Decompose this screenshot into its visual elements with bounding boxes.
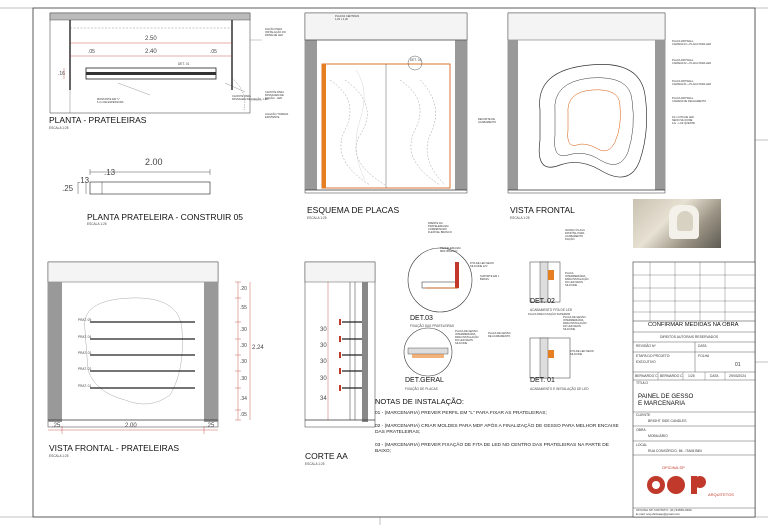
corte-dim-4: 30: [320, 376, 327, 382]
notes-title: NOTAS DE INSTALAÇÃO:: [375, 397, 464, 406]
tb-obra-label: OBRA: [636, 428, 646, 432]
planta-prateleira-dim-b: .25: [62, 184, 74, 193]
det03-note-3: FITA DE LED NEON SILICONE 12V: [470, 262, 494, 269]
det01-title: DET. 01: [530, 377, 555, 384]
tb-etapa-value: EXECUTIVO: [636, 360, 656, 364]
tb-revisao-label: REVISÃO Nº: [636, 344, 656, 348]
tb-titulo: PAINEL DE GESSO E MARCENARIA: [638, 393, 694, 407]
planta-note-3: MONTANTE EM "L" 6 cm DE ESPESSURA: [97, 98, 124, 105]
det02-note-3: PLACA DE GESSO INTERMEDIÁRIA PARA INSTALAÇÃO DO LED NEON SILICONE: [563, 316, 587, 332]
tb-brand-sub: ARQUITETOS: [708, 492, 734, 497]
planta-dim-right: .05: [210, 49, 217, 55]
det01-view: [530, 338, 570, 378]
esquema-scale: ESCALA 1:25: [307, 216, 327, 220]
vista-note-2: PLACA DRYWALL CAMADA 02 + PLACA PARA LED: [672, 59, 712, 66]
det02-note-1: AVANÇO PLACA FRONTAL PARA ACABAMENTO FIAÇÃO: [565, 229, 585, 242]
prat-label-03: PRAT. 03: [78, 351, 92, 355]
tb-row-2: BERNARDO C.: [660, 374, 684, 378]
prat-label-02: PRAT. 02: [78, 367, 92, 371]
planta-title: PLANTA - PRATELEIRAS: [49, 115, 147, 125]
vista-frontal-title: VISTA FRONTAL: [510, 205, 575, 215]
planta-dim-inner: 2.40: [145, 49, 157, 55]
planta-prateleiras-view: [50, 13, 262, 113]
det03-note-2: PRATELEIRA EM MDF BRANCO: [440, 247, 461, 254]
det03-title: DET.03: [410, 315, 433, 322]
vista-note-3: PLACA DRYWALL CAMADA 01 + PLACA PARA LED: [672, 80, 712, 87]
esquema-note-1: PLACAS CENTRAIS 1,20 x 2,30: [335, 15, 360, 22]
planta-prateleira-dim-c: .13: [78, 176, 90, 185]
tb-folha-label: FOLHA: [698, 354, 710, 358]
planta-det: DET. 01: [178, 62, 190, 66]
corte-aa-view: [305, 262, 375, 427]
tb-obra: MOBILIÁRIO: [648, 434, 668, 438]
vista-prat-scale: ESCALA 1:25: [49, 454, 69, 458]
tb-cliente: BRIGHT SIDE CANDLES: [648, 419, 687, 423]
det02-sub: ACABAMENTO FITA DE LED: [530, 308, 573, 312]
vista-frontal-view: [508, 13, 665, 193]
vista-frontal-prateleiras-view: [48, 262, 250, 434]
vista-prat-dim-v8: .05: [240, 412, 247, 418]
notes-item-1: 01 - (MARCENARIA) PREVER PERFIL EM "L" PARA FIXAR AS PRATELEIRAS;: [375, 411, 547, 416]
tb-row-4: DATA: [710, 374, 719, 378]
det01-note-1: PLACA PARA FIXAÇÃO SUPERIOR: [528, 313, 571, 316]
notes-item-3: 03 - (MARCENARIA) PREVER FIXAÇÃO DE FITA DE LED NO CENTRO DAS PRATELEIRAS NA PARTE DE BAIXO;: [375, 443, 609, 455]
vista-prat-dim-v1: .20: [240, 286, 247, 292]
vista-prat-dim-bl: .25: [52, 423, 61, 429]
tb-local-label: LOCAL: [636, 443, 648, 447]
planta-prateleira-title: PLANTA PRATELEIRA - CONSTRUIR 05: [87, 212, 244, 222]
prat-label-04: PRAT. 04: [78, 335, 92, 339]
tb-data-label: DATA: [698, 344, 707, 348]
tb-etapa-label: ETAPA DO PROJETO:: [636, 354, 671, 358]
tb-row-1: BERNARDO C.: [635, 374, 659, 378]
vista-note-4: PLACA DRYWALL CAMADA DE FECHAMENTO: [672, 97, 707, 104]
det03-note-4: SUPORTE EM L BRASS: [480, 275, 500, 282]
tb-local: RUA CONSÓRCIO, 86 - ITAIM BIBI: [648, 449, 702, 453]
planta-note-1: FIAÇÃO PARA INSTALAÇÃO DO DRIVE DE LED: [265, 28, 286, 38]
prat-label-05: PRAT. 05: [78, 318, 92, 322]
planta-prateleira-construir-view: [78, 169, 210, 194]
corte-dim-2: 30: [320, 343, 327, 349]
esquema-placas-view: [305, 13, 467, 193]
det02-view: [530, 262, 560, 302]
tb-row-5: 29/03/2024: [729, 374, 746, 378]
det02-note-2: PLACA INTERMEDIÁRIA PARA INSTALAÇÃO DO LED NEON SILICONE: [565, 272, 589, 288]
title-block: [633, 262, 755, 517]
corte-dim-5: 34: [320, 396, 327, 402]
esquema-note-2: RECORTE DE ACABAMENTO: [478, 118, 497, 125]
tb-cliente-label: CLIENTE: [636, 413, 651, 417]
tb-brand-top: OFICINA.SP: [662, 465, 685, 470]
tb-row-3: 1/25: [688, 374, 695, 378]
corte-dim-3: 30: [320, 359, 327, 365]
planta-dim-left: .05: [88, 49, 95, 55]
vista-prat-dim-v3: .30: [240, 327, 247, 333]
detgeral-note-2: PLACA DE GESSO DE ACABAMENTO: [488, 332, 511, 339]
tb-contact: OFICINA.SP CONTATO: (11) 93659-0390 E-mail: arq.oficinasp@gmail.com: [636, 508, 692, 516]
vista-prat-dim-v7: .34: [240, 396, 247, 402]
det02-title: DET. 02: [530, 298, 555, 305]
prat-label-01: PRAT. 01: [78, 384, 92, 388]
vista-prat-dim-total: 2.24: [252, 345, 264, 351]
corte-dim-1: 30: [320, 327, 327, 333]
planta-note-5: CAIXOTE PARA PASSAGEM DE FIAÇÃO - LED: [265, 91, 284, 101]
vista-prat-dim-v5: .30: [240, 359, 247, 365]
planta-note-2: CAIXOTE PARA PASSAGEM DE FIAÇÃO - LED: [232, 95, 269, 102]
planta-scale: ESCALA 1:25: [49, 126, 69, 130]
det01-note-2: FITA DE LED NEON SILICONE: [570, 350, 594, 357]
vista-prat-dim-v6: .30: [240, 376, 247, 382]
tb-titulo-label: TÍTULO: [636, 381, 649, 385]
vista-note-5: 16 m FITA DE LED NEON SILICONE 12v - LUZ QUENTE: [672, 116, 695, 126]
planta-prateleira-scale: ESCALA 1:25: [87, 222, 107, 226]
tb-rights: DIREITOS AUTORAIS RESERVADOS: [660, 335, 719, 339]
tb-confirm: CONFIRMAR MEDIDAS NA OBRA: [648, 322, 739, 328]
vista-frontal-scale: ESCALA 1:25: [510, 216, 530, 220]
corte-title: CORTE AA: [305, 451, 348, 461]
vista-prat-dim-bm: 2.00: [125, 423, 137, 429]
planta-dim-side: .16: [58, 71, 65, 77]
planta-prateleira-dim-a: .13: [104, 168, 116, 177]
detgeral-sub: FIXAÇÃO DE PLACAS: [405, 387, 438, 391]
detgeral-view: [404, 328, 452, 376]
det03-note-1: FRENTE DA PRATELEIRA EM COMPENSADO FLEXÍVEL BRANCO: [428, 222, 452, 235]
vista-prat-title: VISTA FRONTAL - PRATELEIRAS: [49, 443, 180, 453]
planta-dim-total: 2.50: [145, 36, 157, 42]
vista-prat-dim-v2: .55: [240, 305, 247, 311]
planta-note-4: LIGAÇÃO TOMADA EXISTENTE: [265, 113, 289, 120]
det01-sub: ACABAMENTO E INSTALAÇÃO DE LED: [530, 387, 589, 391]
detgeral-note-1: PLACA DE GESSO INTERMEDIÁRIA PARA INSTALAÇÃO DO LED NEON SILICONE: [455, 330, 479, 346]
notes-item-2: 02 - (MARCENARIA) CRIAR MOLDES PARA MDF APÓS A FINALIZAÇÃO DE GESSO PARA MELHOR ENCAIXE DAS PRATELEIRAS;: [375, 424, 619, 436]
corte-scale: ESCALA 1:25: [305, 462, 325, 466]
vista-prat-dim-br: .25: [206, 423, 215, 429]
vista-note-1: PLACA DRYWALL CAMADA 03 + PLACA PARA LED: [672, 40, 712, 47]
vista-prat-dim-v4: .30: [240, 343, 247, 349]
esquema-title: ESQUEMA DE PLACAS: [307, 205, 400, 215]
esquema-det: DET. 03: [410, 58, 422, 62]
det03-view: [408, 248, 472, 312]
tb-folha-value: 01: [735, 362, 741, 368]
detgeral-title: DET.GERAL: [405, 377, 444, 384]
reference-photo: [633, 199, 721, 248]
det03-sub: FIXAÇÃO DAS PRATELEIRAS: [410, 324, 455, 328]
planta-prateleira-dim-len: 2.00: [145, 157, 163, 167]
